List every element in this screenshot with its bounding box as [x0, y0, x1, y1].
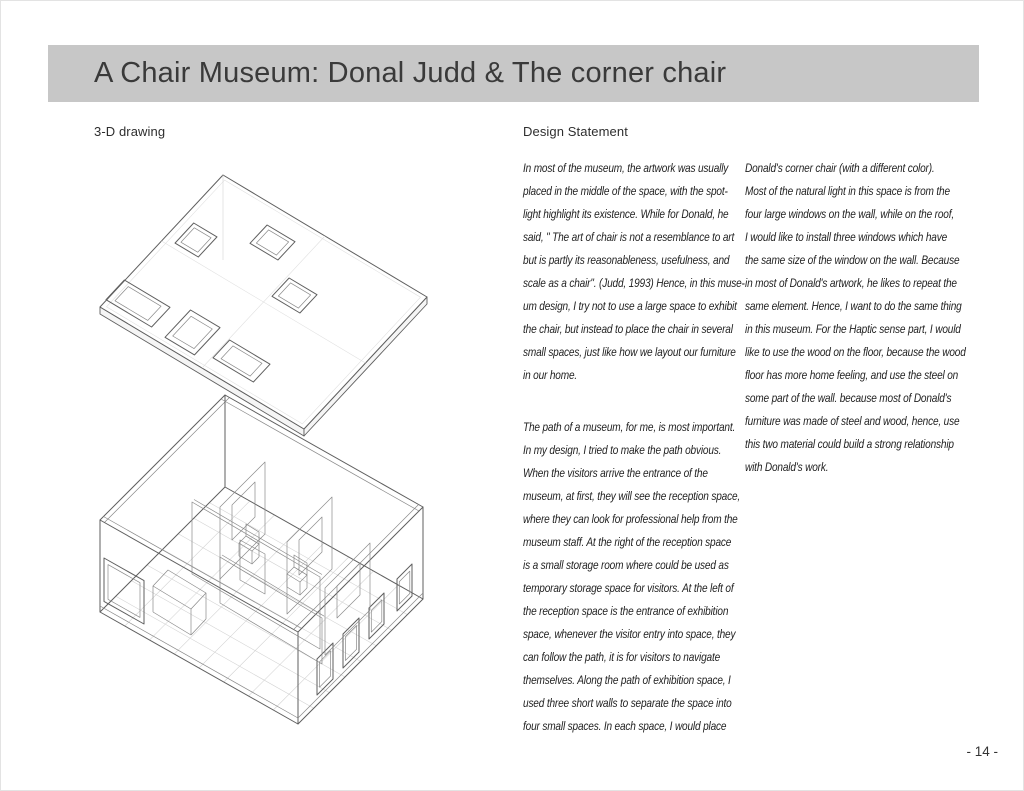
statement-text-line: like to use the wood on the floor, because the wood — [745, 345, 966, 359]
statement-text-line: I would like to install three windows which have — [745, 230, 948, 244]
statement-paragraph — [745, 157, 966, 479]
statement-column-1 — [523, 157, 745, 738]
statement-text-line: placed in the middle of the space, with the spot- — [523, 184, 728, 198]
statement-section-label: Design Statement — [523, 124, 628, 139]
statement-paragraph — [523, 416, 741, 738]
axonometric-drawing — [60, 150, 490, 772]
statement-text-line: in most of Donald's artwork, he likes to repeat the — [745, 276, 957, 290]
statement-text-line: When the visitors arrive the entrance of the — [523, 466, 708, 480]
reception-desk — [153, 570, 206, 635]
statement-text-line: same element. Hence, I want to do the same thing — [745, 299, 962, 313]
statement-text-line: themselves. Along the path of exhibition space, I — [523, 673, 731, 687]
page-title: A Chair Museum: Donal Judd & The corner chair — [94, 57, 727, 89]
statement-text-line: space, whenever the visitor entry into space, they — [523, 627, 736, 641]
floor-grid — [116, 501, 408, 710]
statement-text-line: Donald's corner chair (with a different color). — [745, 161, 935, 175]
roof-slab — [100, 175, 427, 436]
statement-text-line: this two material could build a strong relationship — [745, 437, 954, 451]
statement-text-line: furniture was made of steel and wood, hence, use — [745, 414, 960, 428]
header-bar — [48, 45, 979, 102]
statement-text-line: Most of the natural light in this space is from the — [745, 184, 950, 198]
statement-text-line: can follow the path, it is for visitors to navigate — [523, 650, 721, 664]
statement-text-line: the chair, but instead to place the chair in several — [523, 322, 733, 336]
statement-text-line: used three short walls to separate the space into — [523, 696, 732, 710]
statement-text-line: In my design, I tried to make the path obvious. — [523, 443, 722, 457]
statement-text-line: but is partly its reasonableness, usefulness, and — [523, 253, 730, 267]
statement-text-line: four large windows on the wall, while on the roof, — [745, 207, 955, 221]
statement-text-line: where they can look for professional help from the — [523, 512, 738, 526]
drawing-section-label: 3-D drawing — [94, 124, 166, 139]
statement-text-line: In most of the museum, the artwork was usually — [523, 161, 729, 175]
statement-text-line: in this museum. For the Haptic sense part, I would — [745, 322, 961, 336]
statement-text-line: The path of a museum, for me, is most important. — [523, 420, 736, 434]
statement-text-line: floor has more home feeling, and use the steel on — [745, 368, 959, 382]
page-number: - 14 - — [966, 744, 998, 759]
building-walls — [100, 395, 423, 724]
statement-paragraph — [523, 157, 745, 387]
statement-text-line: museum staff. At the right of the reception space — [523, 535, 732, 549]
statement-text-line: some part of the wall. because most of Donald's — [745, 391, 952, 405]
statement-text-line: light highlight its existence. While for Donald, he — [523, 207, 729, 221]
statement-text-line: with Donald's work. — [745, 460, 829, 474]
statement-text-line: in our home. — [523, 368, 578, 382]
statement-column-2 — [745, 157, 966, 479]
statement-text-line: the reception space is the entrance of exhibition — [523, 604, 729, 618]
statement-text-line: museum, at first, they will see the reception space, — [523, 489, 741, 503]
statement-text-line: said, " The art of chair is not a resemblance to art — [523, 230, 735, 244]
statement-text-line: temporary storage space for visitors. At the left of — [523, 581, 734, 595]
statement-text-line: the same size of the window on the wall. Because — [745, 253, 960, 267]
statement-text-line: small spaces, just like how we layout our furniture — [523, 345, 736, 359]
statement-text-line: um design, I try not to use a large space to exhibit — [523, 299, 737, 313]
statement-text-line: four small spaces. In each space, I would place — [523, 719, 727, 733]
right-wall-windows — [317, 564, 412, 695]
statement-text-line: is a small storage room where could be used as — [523, 558, 729, 572]
left-wall-window — [104, 558, 144, 624]
statement-text-line: scale as a chair". (Judd, 1993) Hence, in this muse- — [523, 276, 745, 290]
